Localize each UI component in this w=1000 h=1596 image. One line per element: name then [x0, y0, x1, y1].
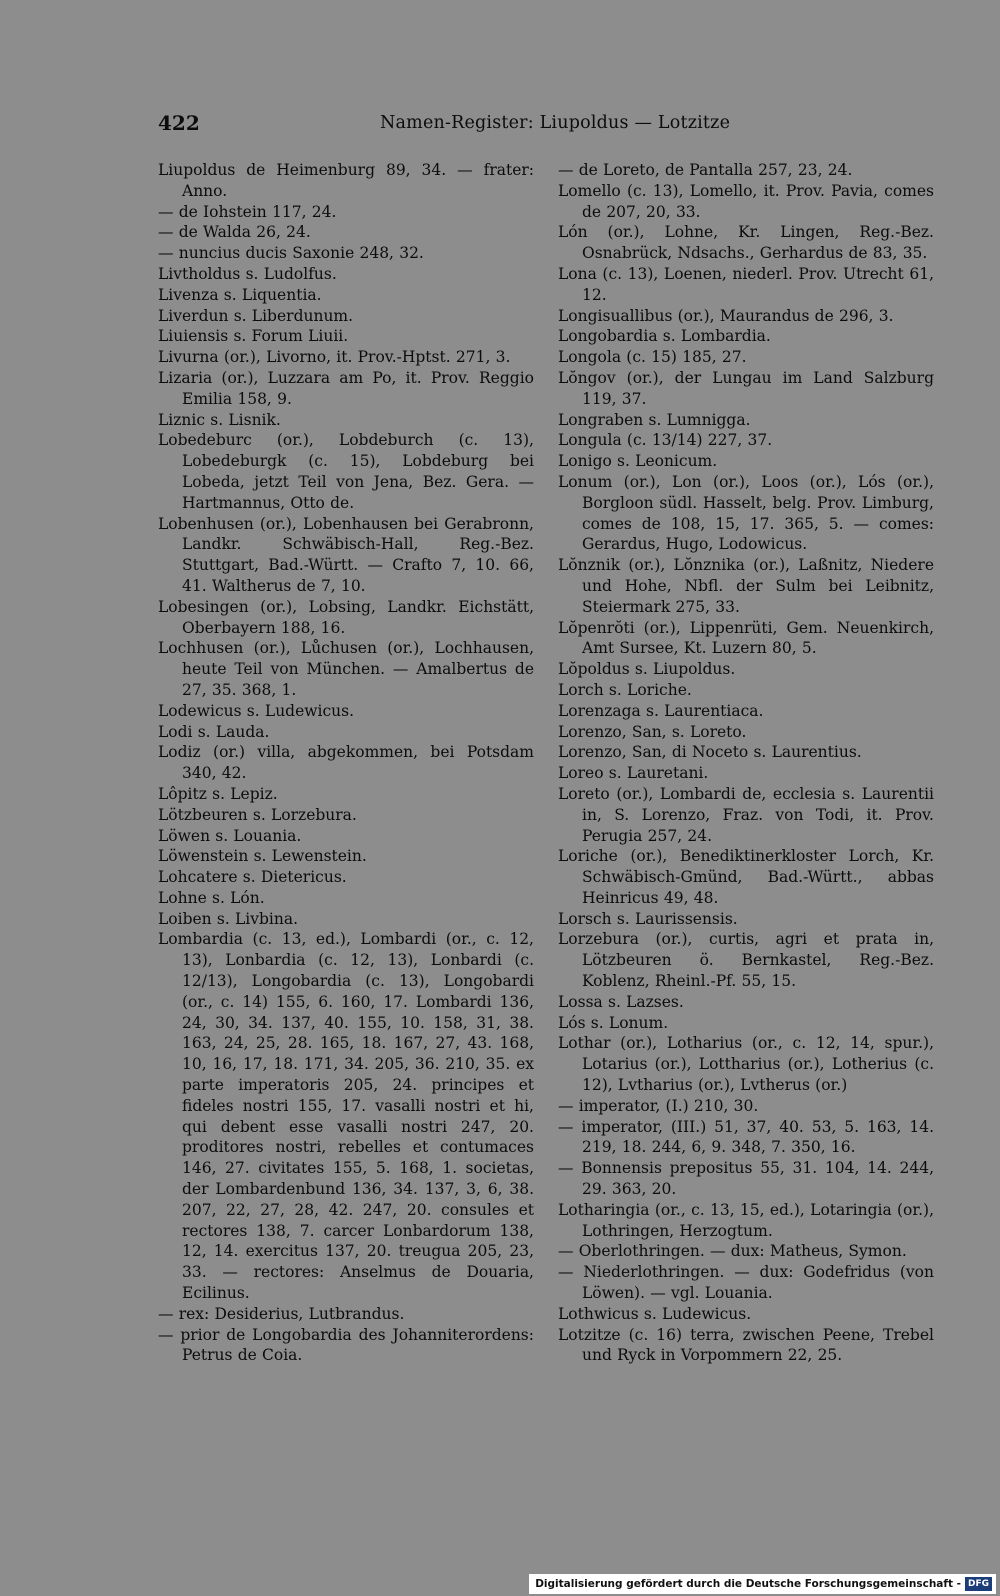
- index-entry: Lŏpoldus s. Liupoldus.: [558, 660, 736, 679]
- page-number: 422: [158, 111, 200, 135]
- index-entry: Longobardia s. Lombardia.: [558, 327, 771, 346]
- index-entry: Lothar (or.), Lotharius (or., c. 12, 14, spur.), Lotarius (or.), Lottharius (or.), Lotherius (c. 12), Lvtharius (or.), Lvtherus (or.): [558, 1034, 934, 1095]
- index-entry: Lothwicus s. Ludewicus.: [558, 1304, 752, 1323]
- index-entry: Longula (c. 13/14) 227, 37.: [558, 431, 773, 450]
- index-entry: — prior de Longobardia des Johanniterordens: Petrus de Coia.: [158, 1325, 534, 1365]
- index-entry: Lós s. Lonum.: [558, 1013, 669, 1032]
- credit-text: Digitalisierung gefördert durch die Deutsche Forschungsgemeinschaft -: [535, 1578, 961, 1590]
- index-entry: Lorenzo, San, s. Loreto.: [558, 722, 747, 741]
- index-entry: Lodiz (or.) villa, abgekommen, bei Potsdam 340, 42.: [158, 743, 534, 783]
- index-entry: Longraben s. Lumnigga.: [558, 410, 751, 429]
- index-entry: Loreto (or.), Lombardi de, ecclesia s. Laurentii in, S. Lorenzo, Fraz. von Todi, it. Prov. Perugia 257, 24.: [558, 784, 934, 845]
- index-entry: Lona (c. 13), Loenen, niederl. Prov. Utrecht 61, 12.: [558, 264, 934, 304]
- index-entry: Lobesingen (or.), Lobsing, Landkr. Eichstätt, Oberbayern 188, 16.: [158, 597, 534, 637]
- index-entry: — de Walda 26, 24.: [158, 223, 311, 242]
- index-entry: Löwenstein s. Lewenstein.: [158, 847, 367, 866]
- index-entry: Liupoldus de Heimenburg 89, 34. — frater: Anno.: [158, 161, 534, 200]
- index-entry: — imperator, (III.) 51, 37, 40. 53, 5. 163, 14. 219, 18. 244, 6, 9. 348, 7. 350, 16.: [558, 1117, 934, 1157]
- index-entry: Lomello (c. 13), Lomello, it. Prov. Pavia, comes de 207, 20, 33.: [558, 181, 934, 221]
- index-entry: — de Iohstein 117, 24.: [158, 202, 337, 221]
- index-entry: Lodi s. Lauda.: [158, 722, 270, 741]
- running-title: Namen-Register: Liupoldus — Lotzitze: [380, 113, 731, 133]
- digitization-credit: [529, 1574, 996, 1594]
- index-entry: Livtholdus s. Ludolfus.: [158, 264, 337, 283]
- index-entry: Lón (or.), Lohne, Kr. Lingen, Reg.-Bez. Osnabrück, Ndsachs., Gerhardus de 83, 35.: [558, 223, 934, 263]
- index-entry: Lobedeburc (or.), Lobdeburch (c. 13), Lobedeburgk (c. 15), Lobdeburg bei Lobeda, jetzt Teil von Jena, Bez. Gera. — Hartmannus, Otto de.: [158, 431, 534, 512]
- index-entry: — Oberlothringen. — dux: Matheus, Symon.: [558, 1242, 907, 1261]
- index-entry: Lodewicus s. Ludewicus.: [158, 701, 355, 720]
- index-entry: Lŏngov (or.), der Lungau im Land Salzburg 119, 37.: [558, 368, 934, 408]
- index-entry: — de Loreto, de Pantalla 257, 23, 24.: [558, 161, 853, 179]
- index-entry: Lohcatere s. Dietericus.: [158, 868, 347, 887]
- dfg-logo: DFG: [965, 1577, 992, 1591]
- index-entry: Longola (c. 15) 185, 27.: [558, 348, 747, 367]
- index-entry: Lobenhusen (or.), Lobenhausen bei Gerabronn, Landkr. Schwäbisch-Hall, Reg.-Bez. Stuttgart, Bad.-Württ. — Crafto 7, 10. 66, 41. Waltherus de 7, 10.: [158, 514, 534, 595]
- right-column: [558, 160, 934, 1366]
- index-entry: Lôpitz s. Lepiz.: [158, 784, 278, 803]
- index-entry: Lorzebura (or.), curtis, agri et prata in, Lötzbeuren ö. Bernkastel, Reg.-Bez. Koblenz, Rheinl.-Pf. 55, 15.: [558, 930, 934, 991]
- index-entry: Longisuallibus (or.), Maurandus de 296, 3.: [558, 306, 894, 325]
- index-entry: Loiben s. Livbina.: [158, 909, 299, 928]
- index-entry: — rex: Desiderius, Lutbrandus.: [158, 1304, 405, 1323]
- index-entry: Lŏpenrŏti (or.), Lippenrüti, Gem. Neuenkirch, Amt Sursee, Kt. Luzern 80, 5.: [558, 618, 934, 658]
- index-entry: Liverdun s. Liberdunum.: [158, 306, 354, 325]
- index-entry: Livurna (or.), Livorno, it. Prov.-Hptst. 271, 3.: [158, 348, 511, 367]
- index-entry: Lizaria (or.), Luzzara am Po, it. Prov. Reggio Emilia 158, 9.: [158, 368, 534, 408]
- index-entry: Lombardia (c. 13, ed.), Lombardi (or., c. 12, 13), Lonbardia (c. 12, 13), Lonbardi (c. 12/13), Longobardia (c. 13), Longobardi (or., c. 14) 155, 6. 160, 17. Lombardi 136, 24, 30, 34. 137, 40. 155, 10. 158, 31, 38. 163, 24, 25, 28. 165, 18. 167, 27, 43. 168, 10, 16, 17, 18. 171, 34. 205, 36. 210, 35. ex parte imperatoris 205, 24. principes et fideles nostri 155, 17. vasalli nostri et hi, qui debent esse vasalli nostri 247, 20. proditores nostri, rebelles et contumaces 146, 27. civitates 155, 5. 168, 1. societas, der Lombardenbund 136, 34. 137, 3, 6, 38. 207, 22, 27, 28, 42. 247, 20. consules et rectores 138, 7. carcer Lonbardorum 138, 12, 14. exercitus 137, 20. treugua 205, 23, 33. — rectores: Anselmus de Douaria, Ecilinus.: [158, 930, 534, 1303]
- index-entry: Lochhusen (or.), Lůchusen (or.), Lochhausen, heute Teil von München. — Amalbertus de 27, 35. 368, 1.: [158, 639, 534, 699]
- index-entry: Loreo s. Lauretani.: [558, 764, 709, 783]
- left-column: [158, 160, 534, 1366]
- index-entry: Lotzitze (c. 16) terra, zwischen Peene, Trebel und Ryck in Vorpommern 22, 25.: [558, 1325, 934, 1365]
- index-entry: Lonigo s. Leonicum.: [558, 452, 718, 471]
- index-entry: — Bonnensis prepositus 55, 31. 104, 14. 244, 29. 363, 20.: [558, 1159, 934, 1199]
- index-entry: Liznic s. Lisnik.: [158, 410, 281, 429]
- index-entry: — imperator, (I.) 210, 30.: [558, 1096, 759, 1115]
- index-entry: Lötzbeuren s. Lorzebura.: [158, 805, 357, 824]
- index-entry: Lorenzaga s. Laurentiaca.: [558, 701, 764, 720]
- index-entry: Lorenzo, San, di Noceto s. Laurentius.: [558, 743, 862, 762]
- index-entry: Liuiensis s. Forum Liuii.: [158, 327, 349, 346]
- index-entry: Loriche (or.), Benediktinerkloster Lorch, Kr. Schwäbisch-Gmünd, Bad.-Württ., abbas Heinricus 49, 48.: [558, 847, 934, 907]
- index-entry: Lotharingia (or., c. 13, 15, ed.), Lotaringia (or.), Lothringen, Herzogtum.: [558, 1200, 934, 1240]
- index-entry: Löwen s. Louania.: [158, 826, 302, 845]
- index-entry: Lossa s. Lazses.: [558, 992, 684, 1011]
- index-entry: Lorsch s. Laurissensis.: [558, 909, 738, 928]
- index-entry: Lŏnznik (or.), Lŏnznika (or.), Laßnitz, Niedere und Hohe, Nbfl. der Sulm bei Leibnitz, Steiermark 275, 33.: [558, 556, 934, 616]
- index-entry: Livenza s. Liquentia.: [158, 285, 322, 304]
- index-entry: Lohne s. Lón.: [158, 888, 265, 907]
- index-entry: Lorch s. Loriche.: [558, 680, 692, 699]
- index-entry: — Niederlothringen. — dux: Godefridus (von Löwen). — vgl. Louania.: [558, 1263, 934, 1303]
- index-entry: — nuncius ducis Saxonie 248, 32.: [158, 244, 424, 263]
- index-entry: Lonum (or.), Lon (or.), Loos (or.), Lós (or.), Borgloon südl. Hasselt, belg. Prov. Limburg, comes de 108, 15, 17. 365, 5. — comes: Gerardus, Hugo, Lodowicus.: [558, 472, 934, 554]
